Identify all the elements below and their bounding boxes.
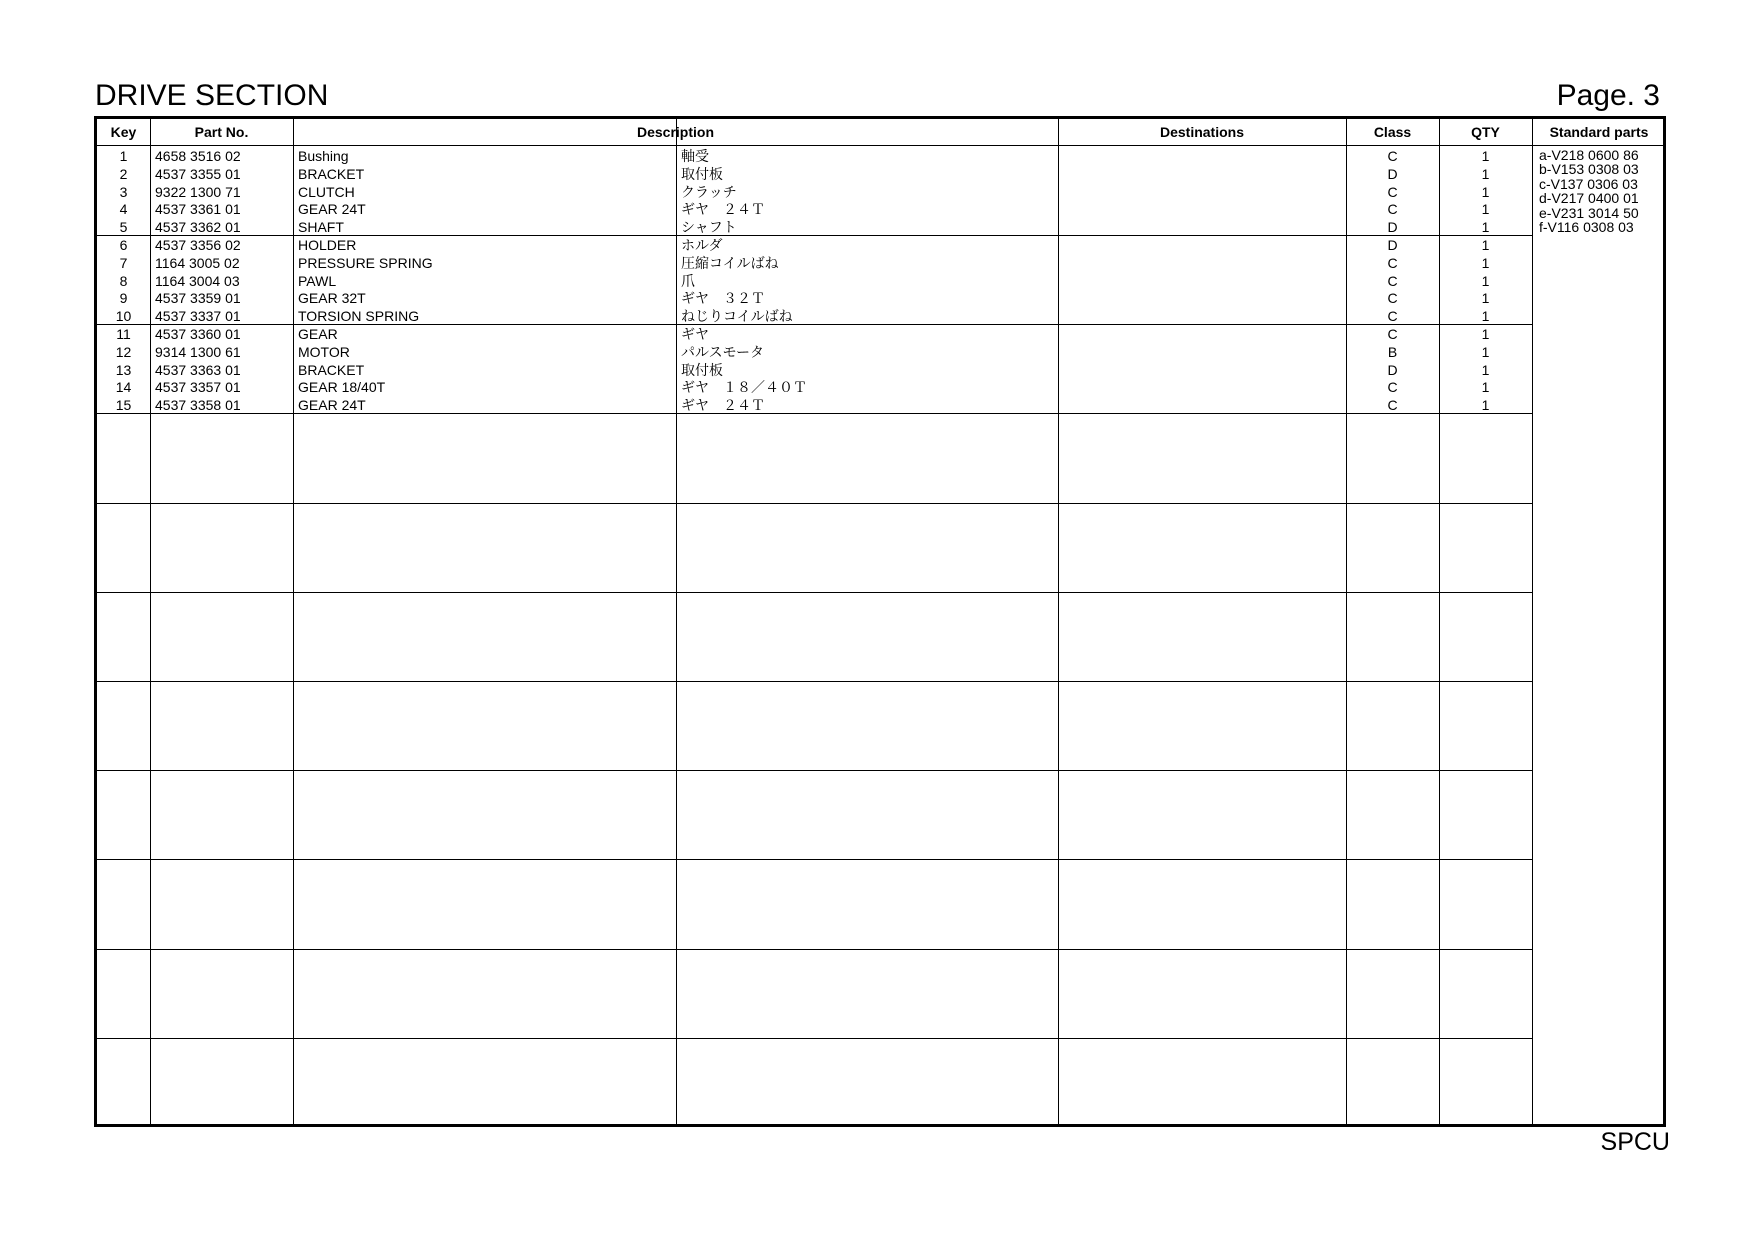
group-divider (97, 1038, 1532, 1039)
class-cell: C (1387, 379, 1398, 396)
group-divider (97, 681, 1532, 682)
part-no-cell: 4537 3337 01 (155, 308, 241, 325)
class-cell: C (1387, 397, 1398, 414)
qty-cell: 1 (1481, 308, 1490, 325)
qty-cell: 1 (1481, 397, 1490, 414)
group-divider (97, 503, 1532, 504)
qty-cell: 1 (1481, 165, 1490, 182)
part-no-cell: 4537 3361 01 (155, 201, 241, 218)
part-no-cell: 4658 3516 02 (155, 148, 241, 164)
key-cell: 10 (115, 308, 132, 325)
description-en-cell: GEAR (298, 326, 338, 342)
qty-cell: 1 (1481, 272, 1490, 289)
description-jp-cell: パルスモータ (681, 343, 765, 360)
description-en-cell: GEAR 18/40T (298, 379, 386, 396)
standard-part-item: a-V218 0600 86 (1539, 147, 1639, 163)
description-jp-cell: 取付板 (681, 361, 723, 378)
page-title: DRIVE SECTION (95, 79, 329, 112)
description-jp-cell: ギヤ ２４Ｔ (681, 201, 765, 218)
description-jp-cell: シャフト (681, 219, 737, 236)
description-jp-cell: 軸受 (681, 148, 709, 164)
key-cell: 7 (119, 254, 128, 271)
description-en-cell: TORSION SPRING (298, 308, 420, 325)
description-en-cell: PAWL (298, 272, 337, 289)
col-divider (1532, 119, 1533, 1124)
key-cell: 3 (119, 183, 128, 200)
description-jp-cell: 取付板 (681, 165, 723, 182)
description-jp-cell: ギヤ (681, 326, 709, 342)
key-cell: 14 (115, 379, 132, 396)
key-cell: 11 (116, 326, 131, 342)
header-class: Class (1373, 124, 1412, 140)
class-cell: C (1387, 326, 1398, 342)
col-divider (150, 119, 151, 1124)
key-cell: 15 (115, 397, 132, 414)
header-destinations: Destinations (1159, 124, 1244, 140)
key-cell: 12 (115, 343, 132, 360)
description-jp-cell: ギヤ １８／４０Ｔ (681, 379, 807, 396)
standard-part-item: e-V231 3014 50 (1539, 204, 1639, 221)
group-divider (97, 770, 1532, 771)
description-jp-cell: ねじりコイルばね (681, 308, 793, 325)
part-no-cell: 1164 3004 03 (155, 272, 240, 289)
col-divider (676, 119, 677, 1124)
header-part-no: Part No. (194, 124, 249, 140)
key-cell: 4 (119, 201, 128, 218)
key-cell: 1 (119, 148, 128, 164)
class-cell: C (1387, 308, 1398, 325)
footer-code: SPCU (1600, 1128, 1670, 1156)
class-cell: C (1387, 148, 1398, 164)
part-no-cell: 4537 3355 01 (155, 165, 241, 182)
part-no-cell: 4537 3360 01 (155, 326, 241, 342)
qty-cell: 1 (1481, 237, 1490, 253)
group-divider (97, 592, 1532, 593)
part-no-cell: 1164 3005 02 (155, 254, 240, 271)
header-qty: QTY (1471, 124, 1500, 140)
standard-part-item: c-V137 0306 03 (1539, 175, 1638, 192)
part-no-cell: 4537 3356 02 (155, 237, 241, 253)
class-cell: D (1387, 361, 1398, 378)
group-divider (97, 949, 1532, 950)
parts-table (94, 116, 1666, 1127)
class-cell: B (1387, 343, 1398, 360)
qty-cell: 1 (1481, 254, 1490, 271)
page-number: Page. 3 (1556, 79, 1660, 112)
qty-cell: 1 (1481, 183, 1490, 200)
description-en-cell: HOLDER (298, 237, 357, 253)
description-en-cell: Bushing (298, 148, 349, 164)
class-cell: C (1387, 272, 1398, 289)
key-cell: 6 (119, 237, 128, 253)
col-divider (1058, 119, 1059, 1124)
description-en-cell: BRACKET (298, 165, 365, 182)
description-jp-cell: ギヤ ３２Ｔ (681, 290, 765, 307)
part-no-cell: 4537 3358 01 (155, 397, 241, 414)
description-en-cell: BRACKET (298, 361, 365, 378)
header-standard-parts: Standard parts (1549, 124, 1649, 140)
key-cell: 8 (119, 272, 128, 289)
standard-parts-list (1539, 148, 1639, 234)
key-cell: 2 (119, 165, 128, 182)
header-key: Key (110, 124, 137, 140)
qty-cell: 1 (1481, 148, 1490, 164)
class-cell: C (1387, 183, 1398, 200)
part-no-cell: 4537 3359 01 (155, 290, 241, 307)
qty-cell: 1 (1481, 201, 1490, 218)
description-jp-cell: ギヤ ２４Ｔ (681, 397, 765, 414)
qty-cell: 1 (1481, 343, 1490, 360)
description-en-cell: GEAR 24T (298, 201, 366, 218)
part-no-cell: 9314 1300 61 (155, 343, 241, 360)
description-en-cell: SHAFT (298, 219, 344, 236)
description-en-cell: CLUTCH (298, 183, 355, 200)
description-en-cell: GEAR 24T (298, 397, 366, 414)
standard-part-item: b-V153 0308 03 (1539, 161, 1639, 178)
description-jp-cell: ホルダ (681, 237, 723, 253)
description-jp-cell: クラッチ (681, 183, 737, 200)
part-no-cell: 4537 3357 01 (155, 379, 241, 396)
class-cell: C (1387, 254, 1398, 271)
qty-cell: 1 (1481, 361, 1490, 378)
class-cell: C (1387, 290, 1398, 307)
description-en-cell: MOTOR (298, 343, 350, 360)
qty-cell: 1 (1481, 379, 1490, 396)
key-cell: 9 (119, 290, 128, 307)
part-no-cell: 4537 3362 01 (155, 219, 241, 236)
qty-cell: 1 (1481, 326, 1490, 342)
description-en-cell: PRESSURE SPRING (298, 254, 433, 271)
key-cell: 5 (119, 219, 128, 236)
part-no-cell: 4537 3363 01 (155, 361, 241, 378)
class-cell: C (1387, 201, 1398, 218)
description-jp-cell: 爪 (681, 272, 695, 289)
col-divider (293, 119, 294, 1124)
key-cell: 13 (115, 361, 132, 378)
qty-cell: 1 (1481, 290, 1490, 307)
part-no-cell: 9322 1300 71 (155, 183, 241, 200)
class-cell: D (1387, 165, 1398, 182)
standard-part-item: d-V217 0400 01 (1539, 190, 1639, 207)
header-description: Description (636, 124, 714, 140)
class-cell: D (1387, 237, 1398, 253)
description-en-cell: GEAR 32T (298, 290, 366, 307)
standard-part-item: f-V116 0308 03 (1539, 219, 1634, 236)
qty-cell: 1 (1481, 219, 1490, 236)
group-divider (97, 859, 1532, 860)
class-cell: D (1387, 219, 1398, 236)
description-jp-cell: 圧縮コイルばね (681, 254, 779, 271)
